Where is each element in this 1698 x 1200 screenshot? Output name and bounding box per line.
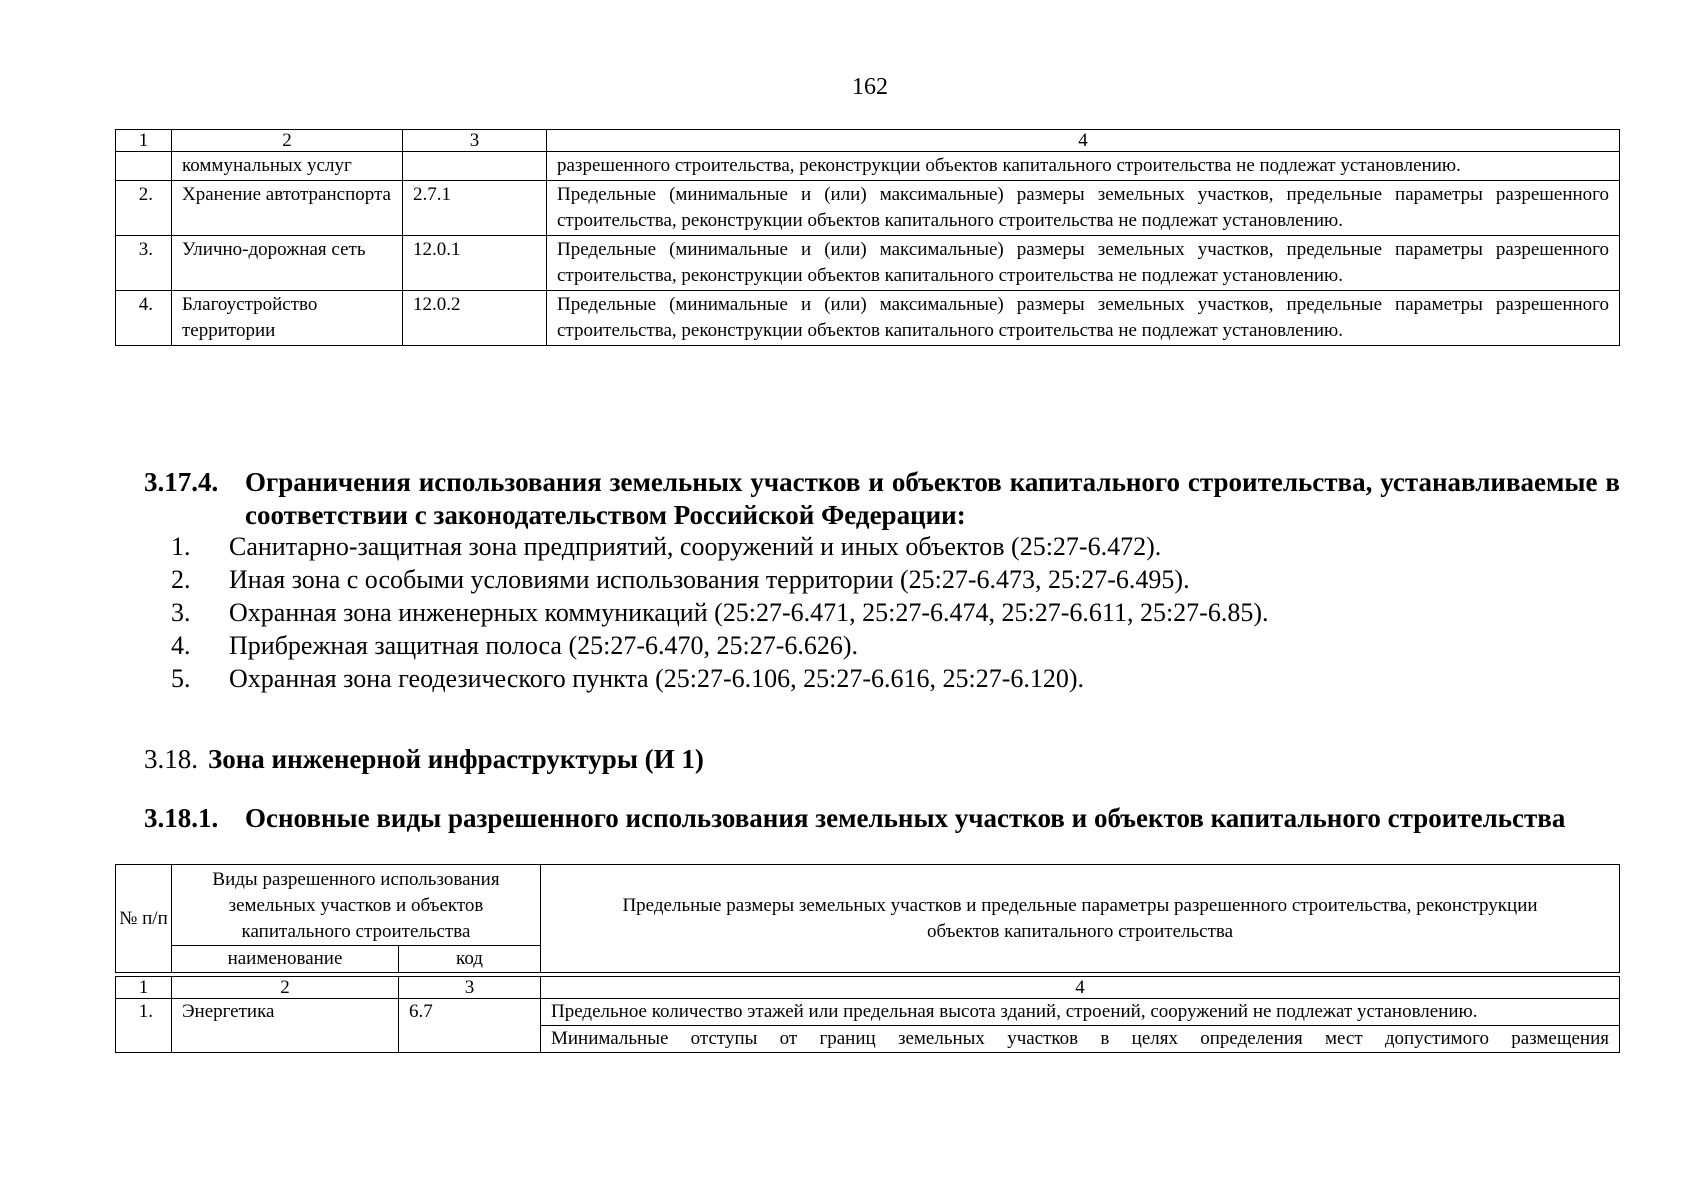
section-3-18-heading bbox=[144, 743, 704, 776]
section-title: Зона инженерной инфраструктуры (И 1) bbox=[208, 744, 704, 774]
table-row bbox=[116, 152, 1620, 181]
use-code: 2.7.1 bbox=[403, 181, 547, 236]
use-code: 6.7 bbox=[399, 999, 541, 1053]
table-row bbox=[116, 181, 1620, 236]
col-1: 1 bbox=[116, 130, 172, 152]
col-3: 3 bbox=[399, 977, 541, 999]
list-item-text: Санитарно-защитная зона предприятий, сооружений и иных объектов (25:27-6.472). bbox=[229, 532, 1162, 561]
use-name: Благоустройство территории bbox=[172, 291, 403, 346]
list-item-text: Прибрежная защитная полоса (25:27-6.470, 25:27-6.626). bbox=[229, 631, 859, 660]
list-item-text: Иная зона с особыми условиями использования территории (25:27-6.473, 25:27-6.495). bbox=[229, 565, 1190, 594]
use-code bbox=[403, 152, 547, 181]
section-title: Ограничения использования земельных участков и объектов капитального строительства, устанавливаемые в соответствии с законодательством Российской Федерации: bbox=[245, 467, 1620, 530]
section-number: 3.18. bbox=[144, 744, 198, 774]
section-number: 3.17.4. bbox=[144, 467, 219, 497]
row-number: 1. bbox=[116, 999, 172, 1053]
row-number: 4. bbox=[116, 291, 172, 346]
table-row bbox=[116, 291, 1620, 346]
use-code: 12.0.1 bbox=[403, 236, 547, 291]
header-name: наименование bbox=[172, 946, 399, 973]
list-item-number: 1. bbox=[171, 532, 191, 561]
header-use-kinds: Виды разрешенного использования земельных участков и объектов капитального строительства bbox=[172, 865, 541, 946]
section-number: 3.18.1. bbox=[144, 803, 219, 833]
use-name: Энергетика bbox=[172, 999, 399, 1053]
row-number bbox=[116, 152, 172, 181]
col-4: 4 bbox=[547, 130, 1620, 152]
list-item-text: Охранная зона инженерных коммуникаций (25:27-6.471, 25:27-6.474, 25:27-6.611, 25:27-6.85). bbox=[229, 598, 1269, 627]
column-number-row bbox=[116, 977, 1620, 999]
use-name: Хранение автотранспорта bbox=[172, 181, 403, 236]
list-item-text: Охранная зона геодезического пункта (25:27-6.106, 25:27-6.616, 25:27-6.120). bbox=[229, 664, 1085, 693]
col-2: 2 bbox=[172, 977, 399, 999]
land-use-table-continued bbox=[115, 129, 1620, 346]
col-4: 4 bbox=[541, 977, 1620, 999]
limits-text: Минимальные отступы от границ земельных участков в целях определения мест допустимого размещения bbox=[541, 1026, 1620, 1053]
col-2: 2 bbox=[172, 130, 403, 152]
column-number-row bbox=[116, 130, 1620, 152]
limits-text: Предельное количество этажей или предельная высота зданий, строений, сооружений не подлежат установлению. bbox=[541, 999, 1620, 1026]
use-name: коммунальных услуг bbox=[172, 152, 403, 181]
col-1: 1 bbox=[116, 977, 172, 999]
limits-text: разрешенного строительства, реконструкции объектов капитального строительства не подлежат установлению. bbox=[547, 152, 1620, 181]
use-name: Улично-дорожная сеть bbox=[172, 236, 403, 291]
limits-text: Предельные (минимальные и (или) максимальные) размеры земельных участков, предельные параметры разрешенного строительства, реконструкции объектов капитального строительства не подлежат установлению. bbox=[547, 291, 1620, 346]
list-item-number: 5. bbox=[171, 664, 191, 693]
limits-text: Предельные (минимальные и (или) максимальные) размеры земельных участков, предельные параметры разрешенного строительства, реконструкции объектов капитального строительства не подлежат установлению. bbox=[547, 181, 1620, 236]
use-code: 12.0.2 bbox=[403, 291, 547, 346]
header-row-number: № п/п bbox=[116, 865, 172, 973]
main-uses-table bbox=[115, 864, 1620, 1053]
limits-text: Предельные (минимальные и (или) максимальные) размеры земельных участков, предельные параметры разрешенного строительства, реконструкции объектов капитального строительства не подлежат установлению. bbox=[547, 236, 1620, 291]
row-number: 2. bbox=[116, 181, 172, 236]
list-item-number: 2. bbox=[171, 565, 191, 594]
header-limits: Предельные размеры земельных участков и предельные параметры разрешенного строительства, реконструкции объектов капитального строительства bbox=[541, 865, 1620, 973]
table-row bbox=[116, 236, 1620, 291]
section-3-17-4-heading bbox=[144, 466, 1620, 532]
table-row bbox=[116, 999, 1620, 1026]
row-number: 3. bbox=[116, 236, 172, 291]
page-number: 162 bbox=[852, 74, 888, 100]
col-3: 3 bbox=[403, 130, 547, 152]
table-header-row bbox=[116, 865, 1620, 946]
section-3-18-1-heading bbox=[144, 802, 1620, 835]
section-title: Основные виды разрешенного использования земельных участков и объектов капитального строительства bbox=[245, 803, 1566, 833]
header-code: код bbox=[399, 946, 541, 973]
list-item-number: 3. bbox=[171, 598, 191, 627]
list-item-number: 4. bbox=[171, 631, 191, 660]
